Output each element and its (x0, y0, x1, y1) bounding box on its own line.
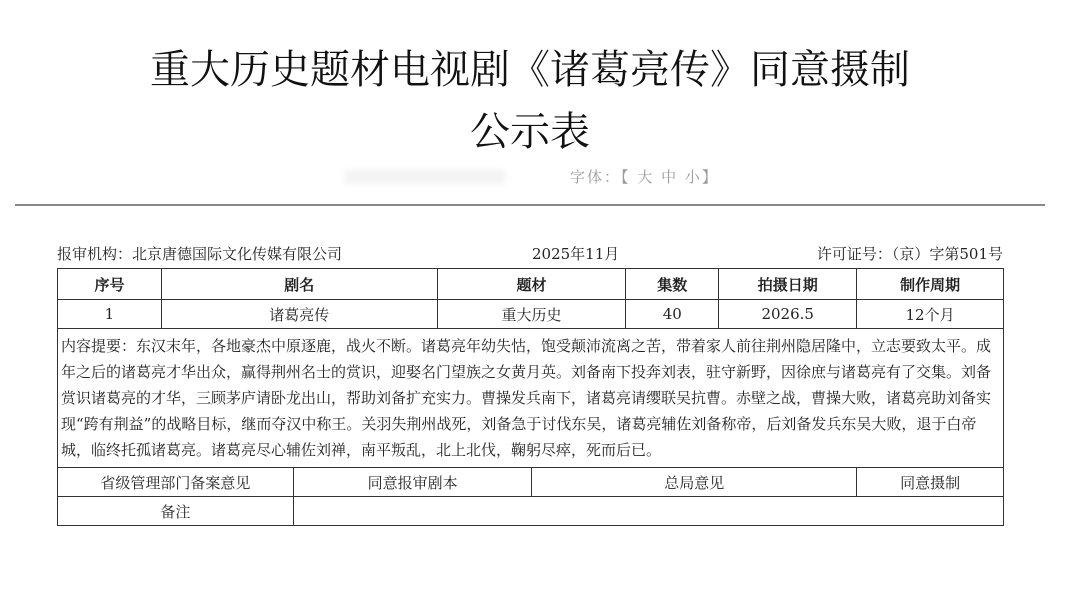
font-size-label: 字体： (570, 168, 622, 186)
remarks-row (58, 497, 1004, 526)
opinions-row (58, 468, 1004, 497)
font-size-small[interactable]: 小 (684, 168, 702, 186)
cell-period: 12个月 (857, 300, 1004, 329)
header-cell: 拍摄日期 (719, 269, 857, 300)
remarks-label: 备注 (58, 497, 294, 526)
license-number: 许可证号：（京）字第501号 (816, 245, 1003, 263)
header-cell: 剧名 (161, 269, 437, 300)
font-size-large[interactable]: 大 (637, 168, 655, 186)
header-cell: 制作周期 (857, 269, 1004, 300)
bracket: 【 (621, 168, 631, 186)
review-date: 2025年11月 (532, 245, 620, 263)
blurred-text (345, 170, 505, 184)
provincial-opinion-value: 同意报审剧本 (293, 468, 532, 497)
content-summary: 内容提要：东汉末年，各地豪杰中原逐鹿，战火不断。诸葛亮年幼失怙，饱受颠沛流离之苦，带着家人前往荆州隐居隆中，立志要致太平。成年之后的诸葛亮才华出众，赢得荆州名士的赏识，迎娶名门望族之女黄月英。刘备南下投奔刘表，驻守新野，因徐庶与诸葛亮有了交集。刘备赏识诸葛亮的才华，三顾茅庐请卧龙出山，帮助刘备扩充实力。曹操发兵南下，诸葛亮请缨联吴抗曹。赤壁之战，曹操大败，诸葛亮助刘备实现“跨有荆益”的战略目标，继而夺汉中称王。关羽失荆州战死，刘备急于讨伐东吴，诸葛亮辅佐刘备称帝，后刘备发兵东吴大败，退于白帝城，临终托孤诸葛亮。诸葛亮尽心辅佐刘禅，南平叛乱，北上北伐，鞠躬尽瘁，死而后已。 (58, 329, 1004, 468)
header-cell: 集数 (626, 269, 719, 300)
bracket: 】 (701, 168, 719, 186)
cell-shoot-date: 2026.5 (719, 300, 857, 329)
central-opinion-value: 同意摄制 (857, 468, 1004, 497)
header-cell: 序号 (58, 269, 162, 300)
cell-index: 1 (58, 300, 162, 329)
cell-episodes: 40 (626, 300, 719, 329)
document-title: 重大历史题材电视剧《诸葛亮传》同意摄制 (150, 47, 910, 93)
provincial-opinion-label: 省级管理部门备案意见 (58, 468, 294, 497)
header-cell: 题材 (437, 269, 626, 300)
cell-title: 诸葛亮传 (161, 300, 437, 329)
cell-genre: 重大历史 (437, 300, 626, 329)
table-row (58, 300, 1004, 329)
table-header-row (58, 269, 1004, 300)
review-org: 报审机构：北京唐德国际文化传媒有限公司 (57, 245, 343, 263)
central-opinion-label: 总局意见 (532, 468, 857, 497)
remarks-value (293, 497, 1003, 526)
font-size-medium[interactable]: 中 (661, 168, 679, 186)
document-subtitle: 公示表 (470, 109, 590, 155)
divider (15, 204, 1045, 206)
font-size-selector (570, 166, 719, 187)
approval-table (57, 268, 1004, 526)
